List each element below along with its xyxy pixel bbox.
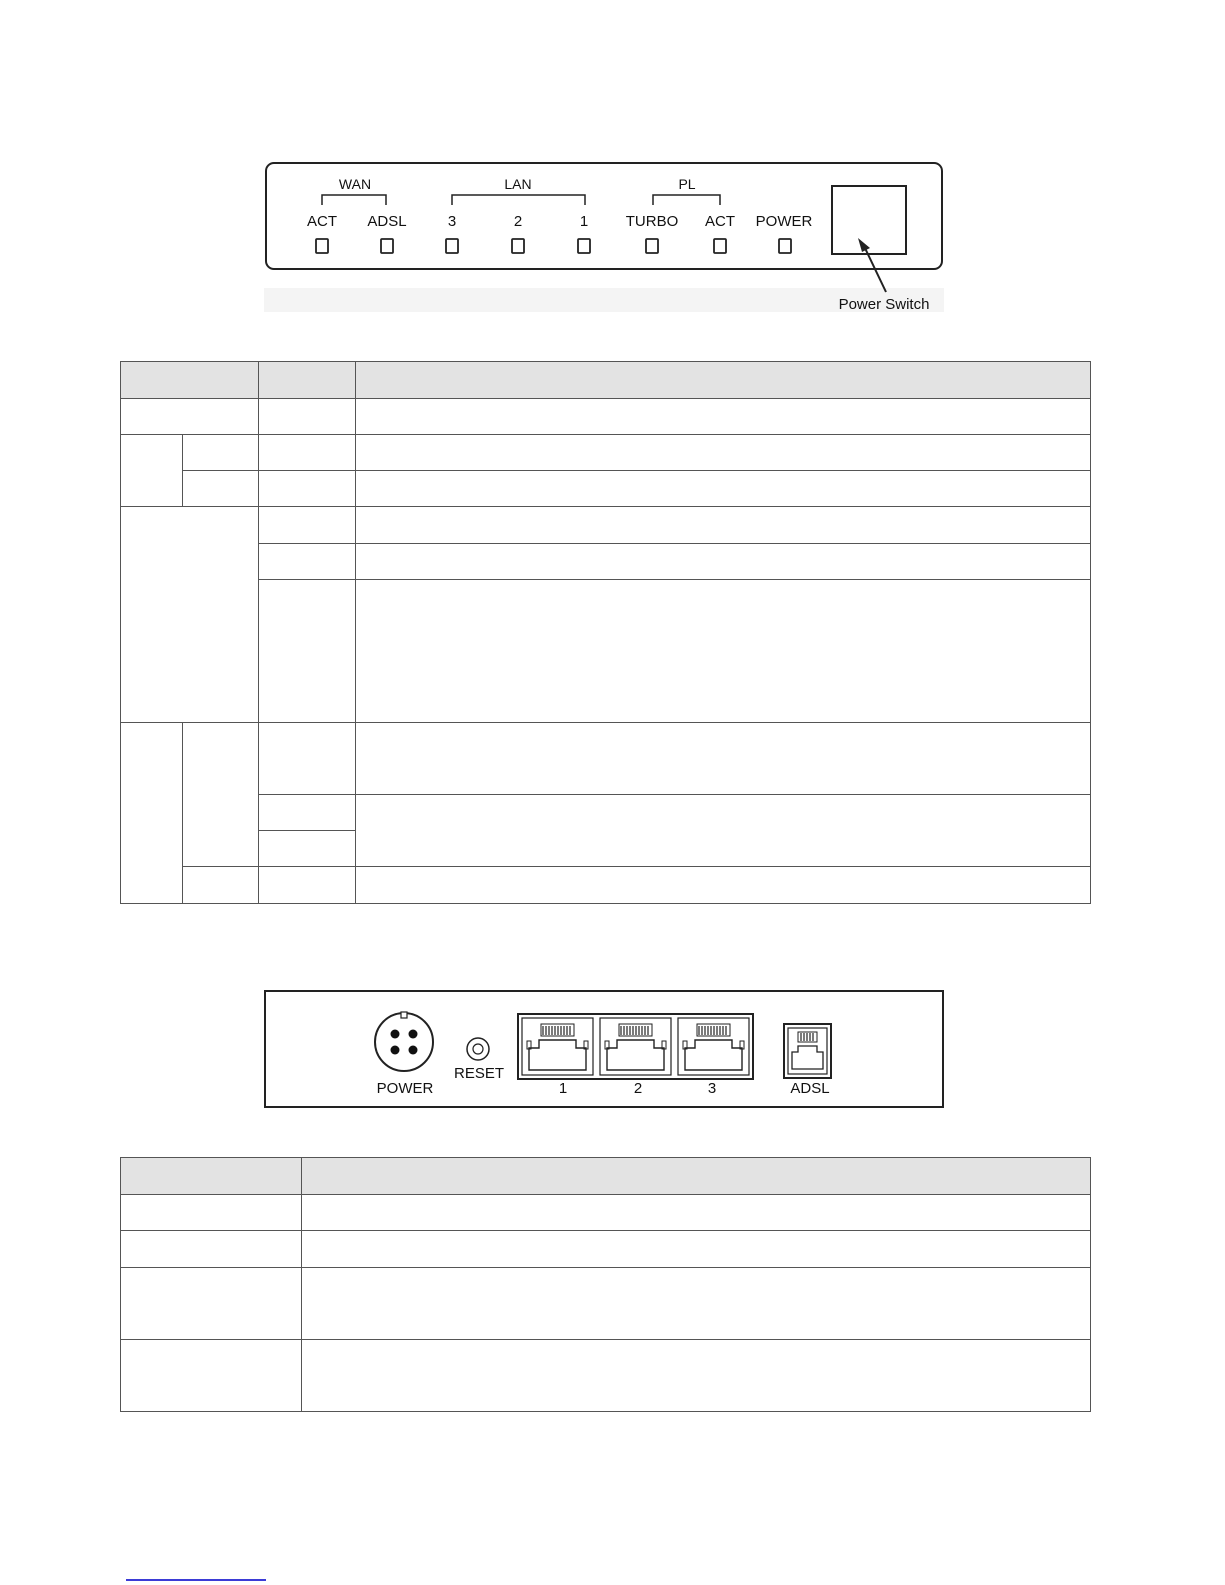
power-port-label: POWER (376, 1080, 434, 1097)
lan-port-2-label: 2 (633, 1080, 643, 1097)
table-row (121, 1268, 1091, 1340)
header-cell-led (121, 362, 259, 399)
led-label-lan-1: 1 (579, 213, 589, 230)
table-row (121, 507, 1091, 544)
table-row (121, 399, 1091, 435)
reset-label: RESET (453, 1065, 505, 1082)
led-label-power: POWER (755, 213, 813, 230)
table-row (121, 1195, 1091, 1231)
led-label-wan-act: ACT (307, 213, 337, 230)
led-group-label-pl: PL (678, 176, 696, 192)
table-header-row (121, 1158, 1091, 1195)
table-row (121, 435, 1091, 471)
power-port (375, 1012, 433, 1071)
header-cell-port-description (302, 1158, 1091, 1195)
table-header-row (121, 362, 1091, 399)
power-switch[interactable] (832, 186, 906, 254)
led-group-label-wan: WAN (338, 176, 372, 192)
header-cell-port (121, 1158, 302, 1195)
footer-link-underline[interactable] (126, 1579, 266, 1581)
table-row (121, 867, 1091, 904)
front-panel-diagram (264, 160, 944, 312)
rear-panel-diagram (264, 990, 944, 1108)
adsl-port-label: ADSL (790, 1080, 830, 1097)
table-row (121, 580, 1091, 723)
table-row (121, 471, 1091, 507)
power-switch-callout: Power Switch (838, 296, 930, 312)
lan-port-2 (600, 1018, 671, 1075)
table-row (121, 544, 1091, 580)
reset-button[interactable] (467, 1038, 489, 1060)
header-cell-description (356, 362, 1091, 399)
table-row (121, 723, 1091, 795)
header-cell-status (259, 362, 356, 399)
led-status-table (120, 361, 1091, 904)
lan-port-3 (678, 1018, 749, 1075)
led-label-wan-adsl: ADSL (367, 213, 407, 230)
port-description-table (120, 1157, 1091, 1412)
adsl-port (784, 1024, 831, 1078)
lan-port-1-label: 1 (558, 1080, 568, 1097)
table-row (121, 1340, 1091, 1412)
led-label-pl-turbo: TURBO (625, 213, 679, 230)
led-label-pl-act: ACT (705, 213, 735, 230)
table-row (121, 795, 1091, 831)
lan-port-3-label: 3 (707, 1080, 717, 1097)
led-label-lan-3: 3 (447, 213, 457, 230)
lan-port-1 (522, 1018, 593, 1075)
led-group-label-lan: LAN (504, 176, 532, 192)
table-row (121, 1231, 1091, 1268)
led-label-lan-2: 2 (513, 213, 523, 230)
